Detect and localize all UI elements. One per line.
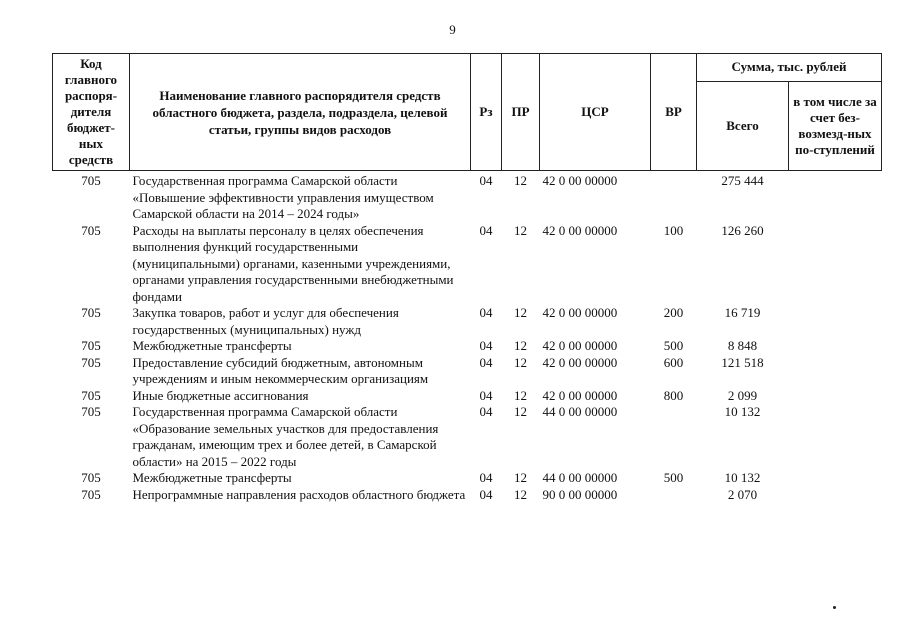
cell-csr: 42 0 00 00000 [542,222,618,238]
header-total: Всего [697,81,789,170]
cell-vr: 600 [663,354,684,370]
cell-vr [651,171,697,223]
cell-rz: 04 [479,387,493,403]
cell-pr: 12 [514,486,527,502]
cell-vr [651,487,697,504]
table-row [53,355,882,388]
cell-pr: 12 [514,404,527,419]
cell-rz: 04 [479,486,493,502]
cell-pr: 12 [514,222,527,238]
cell-vr: 200 [663,305,684,320]
cell-code: 705 [81,222,101,238]
cell-pr: 12 [514,338,527,353]
cell-rz: 04 [479,173,493,188]
header-sum: Сумма, тыс. рублей [697,54,882,82]
cell-code: 705 [81,305,101,320]
cell-total: 8 848 [727,338,758,353]
cell-csr: 90 0 00 00000 [542,486,618,502]
cell-code: 705 [81,470,101,485]
table-row [53,305,882,338]
table-row [53,470,882,487]
cell-name: Иные бюджетные ассигнования [132,387,309,403]
cell-total: 121 518 [721,354,764,370]
cell-total: 2 099 [727,387,758,403]
table-row [53,338,882,355]
header-code: Код главного распоря-дителя бюджет-ных средств [53,54,130,171]
page-number: 9 [449,22,456,37]
cell-csr: 44 0 00 00000 [542,404,618,419]
cell-vr [651,404,697,470]
cell-incl [789,404,882,470]
cell-incl [789,470,882,487]
cell-vr: 500 [663,470,684,485]
cell-incl [789,487,882,504]
cell-incl [789,305,882,338]
header-csr: ЦСР [540,54,651,171]
cell-name: Государственная программа Самарской области «Образование земельных участков для предоставления гражданам, имеющим трех и более детей, в Самарской области» на 2015 – 2022 годы [132,404,439,469]
cell-rz: 04 [479,354,493,370]
header-vr: ВР [651,54,697,171]
cell-rz: 04 [479,338,493,353]
cell-rz: 04 [479,222,493,238]
table-row [53,171,882,223]
header-pr: ПР [502,54,540,171]
cell-code: 705 [81,338,101,353]
table-header [53,54,882,171]
cell-total: 16 719 [724,305,761,320]
cell-incl [789,388,882,405]
table-row [53,388,882,405]
cell-rz: 04 [479,404,493,419]
table-body [53,171,882,504]
cell-code: 705 [81,486,101,502]
cell-incl [789,223,882,306]
header-rz: Рз [471,54,502,171]
scan-speck [833,606,836,609]
cell-total: 10 132 [724,470,761,485]
cell-total: 10 132 [724,404,761,419]
cell-incl [789,355,882,388]
cell-code: 705 [81,404,101,419]
cell-name: Непрограммные направления расходов областного бюджета [132,486,466,502]
cell-vr: 800 [663,387,684,403]
cell-name: Межбюджетные трансферты [132,470,292,485]
cell-pr: 12 [514,354,527,370]
cell-rz: 04 [479,305,493,320]
cell-total: 275 444 [721,173,764,188]
cell-csr: 44 0 00 00000 [542,470,618,485]
cell-pr: 12 [514,173,527,188]
cell-name: Расходы на выплаты персоналу в целях обеспечения выполнения функций государственными (муниципальными) органами, казенными учреждениями, органами управления государственными внебюджетными фондами [132,222,454,304]
table-row [53,404,882,470]
header-name: Наименование главного распорядителя средств областного бюджета, раздела, подраздела, целевой статьи, группы видов расходов [130,54,471,171]
cell-csr: 42 0 00 00000 [542,173,618,188]
cell-rz: 04 [479,470,493,485]
cell-total: 126 260 [721,222,764,238]
cell-name: Закупка товаров, работ и услуг для обеспечения государственных (муниципальных) нужд [132,305,399,337]
cell-code: 705 [81,387,101,403]
table-row [53,223,882,306]
cell-incl [789,171,882,223]
cell-csr: 42 0 00 00000 [542,387,618,403]
cell-name: Межбюджетные трансферты [132,338,292,353]
cell-total: 2 070 [727,486,758,502]
cell-pr: 12 [514,305,527,320]
cell-vr: 100 [663,222,684,238]
cell-csr: 42 0 00 00000 [542,338,618,353]
cell-pr: 12 [514,387,527,403]
header-incl: в том числе за счет без-возмезд-ных по-ступлений [789,81,882,170]
cell-csr: 42 0 00 00000 [542,305,618,320]
cell-code: 705 [81,173,101,188]
cell-incl [789,338,882,355]
cell-code: 705 [81,354,101,370]
cell-csr: 42 0 00 00000 [542,354,618,370]
cell-pr: 12 [514,470,527,485]
cell-vr: 500 [663,338,684,353]
cell-name: Предоставление субсидий бюджетным, автономным учреждениям и иным некоммерческим организациям [132,354,429,386]
table-row [53,487,882,504]
budget-table [52,53,882,503]
cell-name: Государственная программа Самарской области «Повышение эффективности управления имуществом Самарской области на 2014 – 2024 годы» [132,173,434,221]
